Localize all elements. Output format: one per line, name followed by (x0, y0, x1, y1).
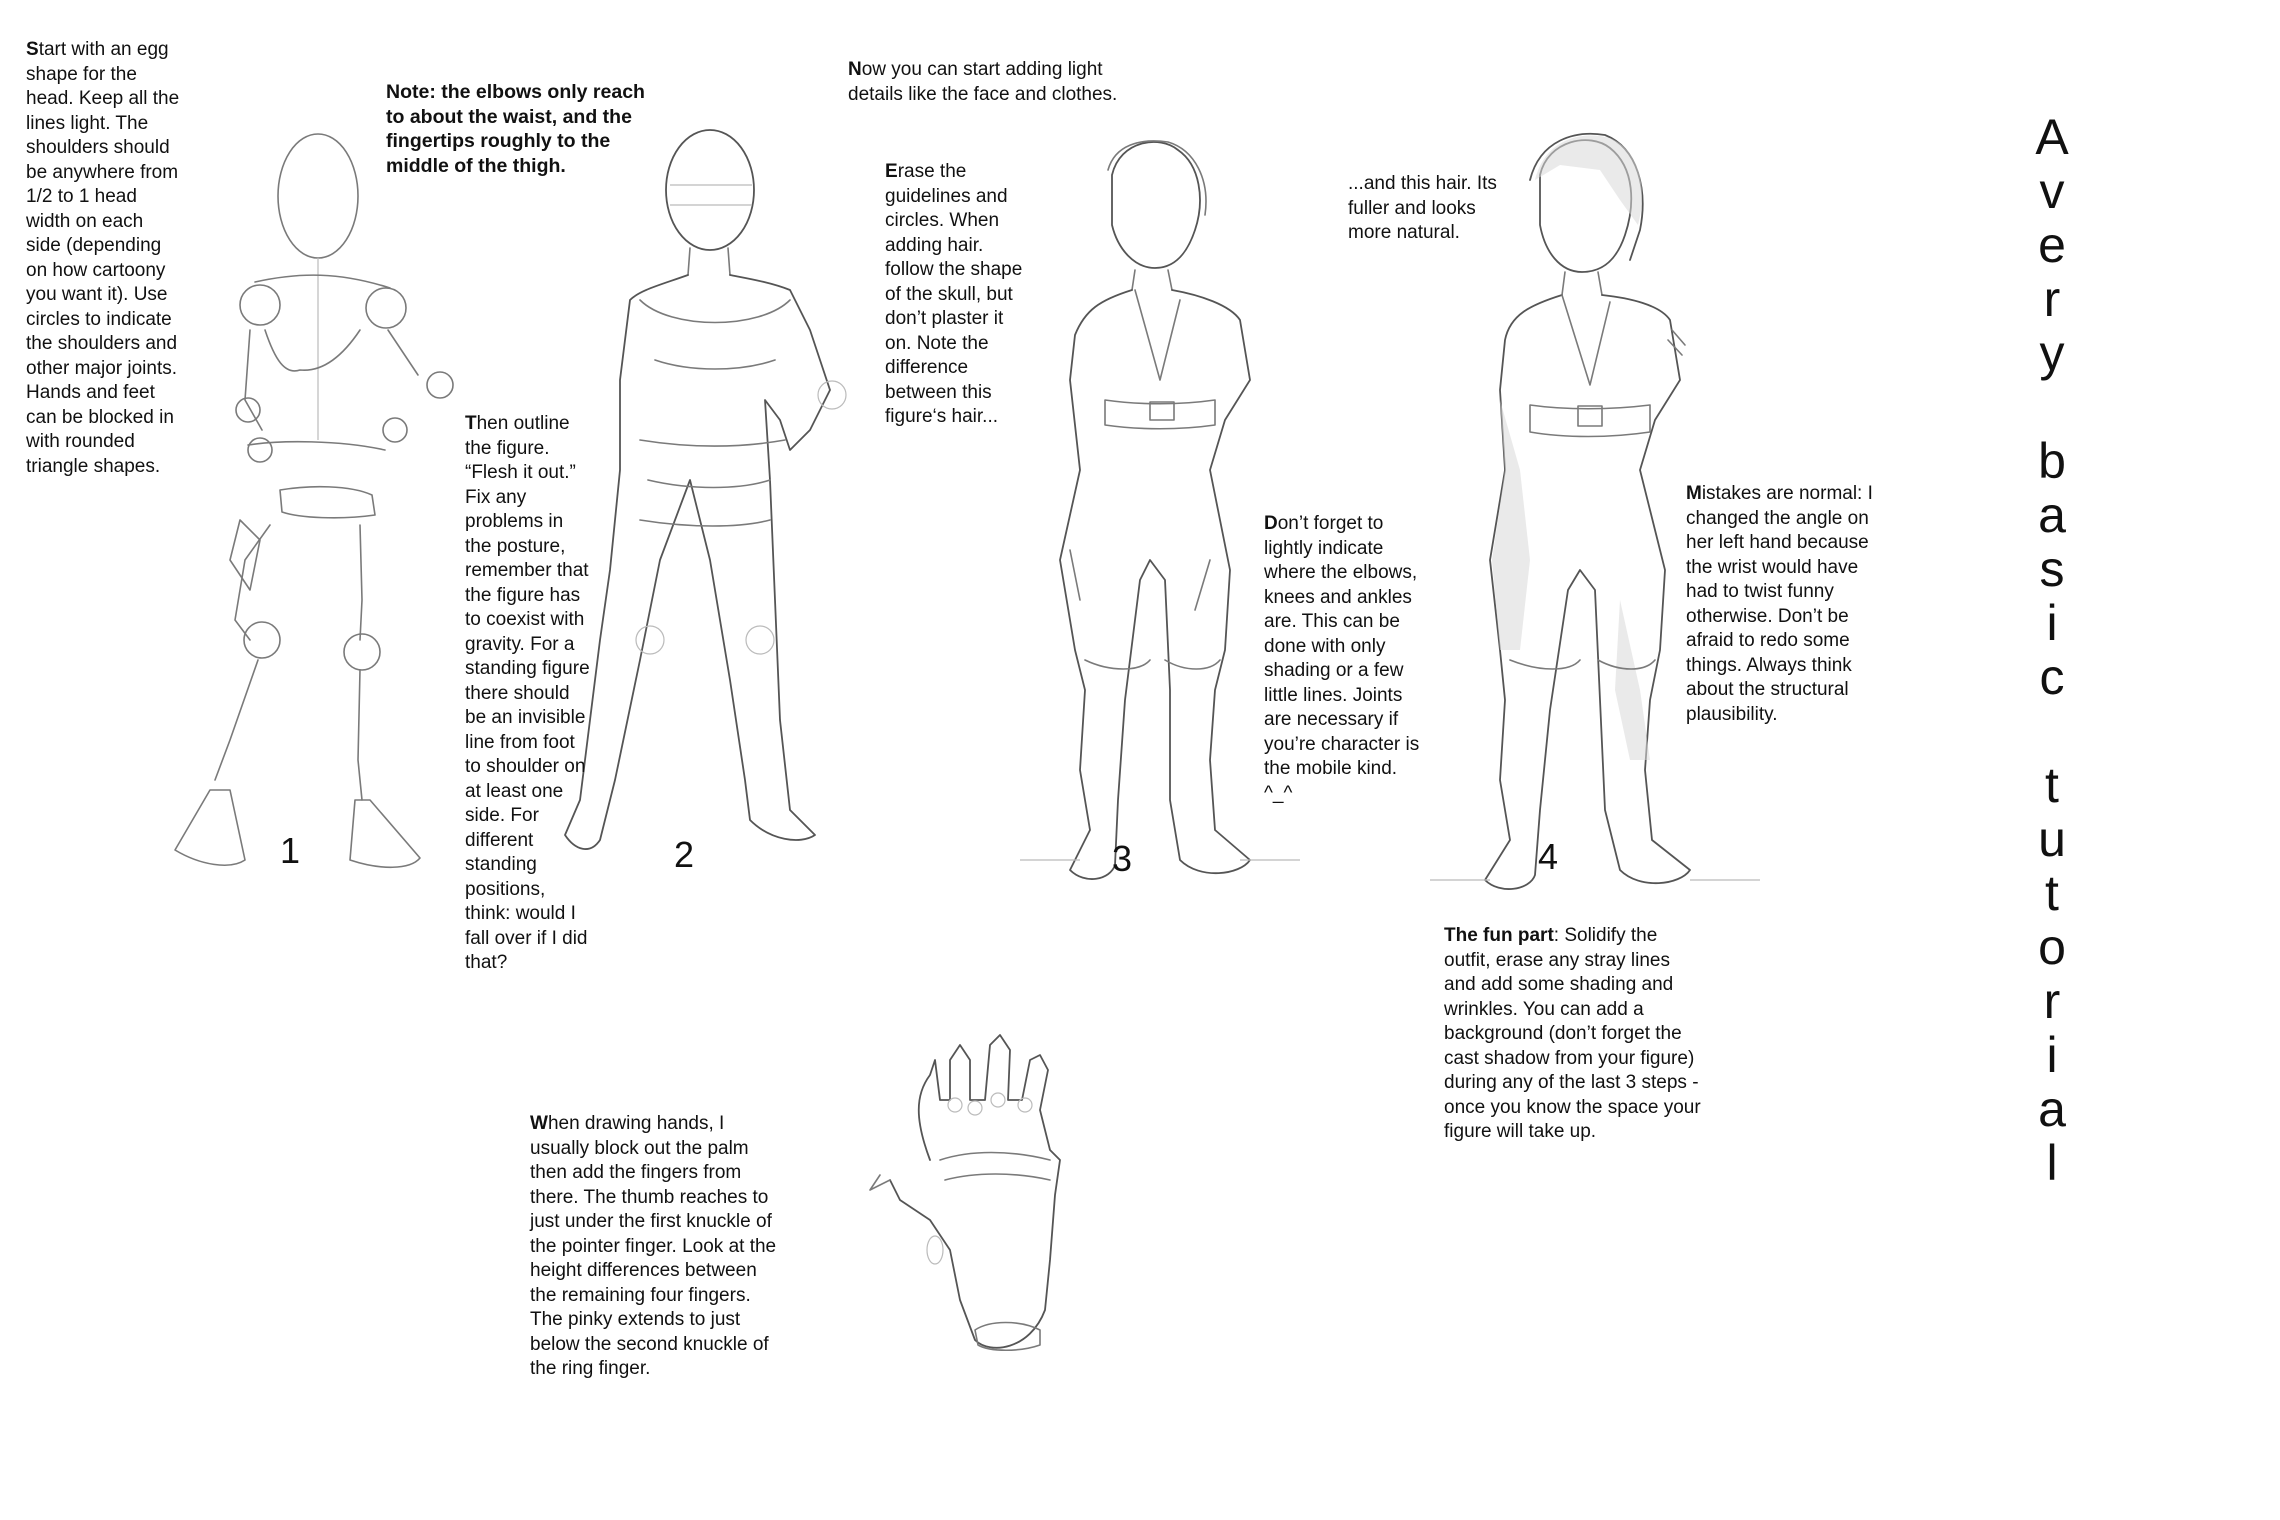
drop-initial: T (465, 413, 477, 434)
vertical-title (2022, 110, 2082, 1190)
drop-initial: N (848, 59, 862, 80)
step-number-2: 2 (674, 834, 695, 875)
title-letter (2022, 380, 2082, 434)
title-letter: c (2039, 649, 2065, 705)
step2-instructions (465, 412, 625, 976)
step1-instructions (26, 38, 226, 479)
step2-text: hen outline the figure. “Flesh it out.” Fix any problems in the posture, remember that the figure has to coexist with gravity. For a standing figure there should be an invisible line from foot to shoulder on at least one side. For different standing positions, think: would I fall over if I did that? (465, 413, 590, 973)
title-letter: i (2046, 1027, 2058, 1083)
title-letter (2022, 704, 2082, 758)
light-details-text (848, 58, 1208, 107)
title-letter: i (2046, 595, 2058, 651)
title-letter: r (2043, 973, 2061, 1029)
step1-text: tart with an egg shape for the head. Keep all the lines light. The shoulders should be anywhere from 1/2 to 1 head width on each side (depending on how cartoony you want it). Use circles to indicate the shoulders and other major joints. Hands and feet can be blocked in with rounded triangle shapes. (26, 39, 180, 477)
drop-initial: E (885, 161, 898, 182)
title-letter: e (2038, 217, 2066, 273)
title-letter: a (2038, 487, 2066, 543)
light-details-body: ow you can start adding light details like the face and clothes. (848, 59, 1118, 105)
hair-comment: ...and this hair. Its fuller and looks more natural. (1348, 173, 1497, 243)
fun-part-body: : Solidify the outfit, erase any stray lines and add some shading and wrinkles. You can add a background (don’t forget the cast shadow from your figure) during any of the last 3 steps - once you know the space your figure will take up. (1444, 925, 1701, 1142)
fun-part-instructions (1444, 924, 1764, 1145)
title-letter: t (2045, 757, 2059, 813)
title-letter: o (2038, 919, 2066, 975)
title-letter: u (2038, 811, 2066, 867)
step-number-1: 1 (280, 830, 301, 871)
title-letter: l (2046, 1135, 2058, 1191)
step-number-4: 4 (1538, 836, 1559, 877)
drop-initial: M (1686, 483, 1702, 504)
joints-body: on’t forget to lightly indicate where the elbows, knees and ankles are. This can be done with only shading or a few little lines. Joints are necessary if you’re character is the mobile kind. ^_^ (1264, 513, 1420, 804)
title-letter: A (2035, 109, 2069, 165)
title-letter: r (2043, 271, 2061, 327)
drop-initial: W (530, 1113, 548, 1134)
mistakes-body: istakes are normal: I changed the angle on her left hand because the wrist would have had to twist funny otherwise. Don’t be afraid to redo some things. Always think about the structural plausibility. (1686, 483, 1873, 725)
step-number-3: 3 (1112, 838, 1133, 879)
erase-instructions (885, 160, 1075, 430)
joints-instructions (1264, 512, 1464, 806)
title-letter: a (2038, 1081, 2066, 1137)
hand-sketch (870, 1035, 1060, 1350)
drop-initial: S (26, 39, 39, 60)
erase-body: rase the guidelines and circles. When adding hair. follow the shape of the skull, but don’t plaster it on. Note the difference between this figure‘s hair... (885, 161, 1023, 427)
proportion-note: Note: the elbows only reach to about the waist, and the fingertips roughly to the middle of the thigh. (386, 81, 645, 177)
title-letter: b (2038, 433, 2066, 489)
drop-initial: D (1264, 513, 1278, 534)
fun-part-heading: The fun part (1444, 925, 1554, 946)
mistakes-instructions (1686, 482, 1926, 727)
title-letter: y (2039, 325, 2065, 381)
title-letter: t (2045, 865, 2059, 921)
title-letter: v (2039, 163, 2065, 219)
hands-body: hen drawing hands, I usually block out the palm then add the fingers from there. The thumb reaches to just under the first knuckle of the pointer finger. Look at the height differences between the remaining four fingers. The pinky extends to just below the second knuckle of the ring finger. (530, 1113, 777, 1379)
title-letter: s (2039, 541, 2065, 597)
hands-instructions (530, 1112, 830, 1382)
